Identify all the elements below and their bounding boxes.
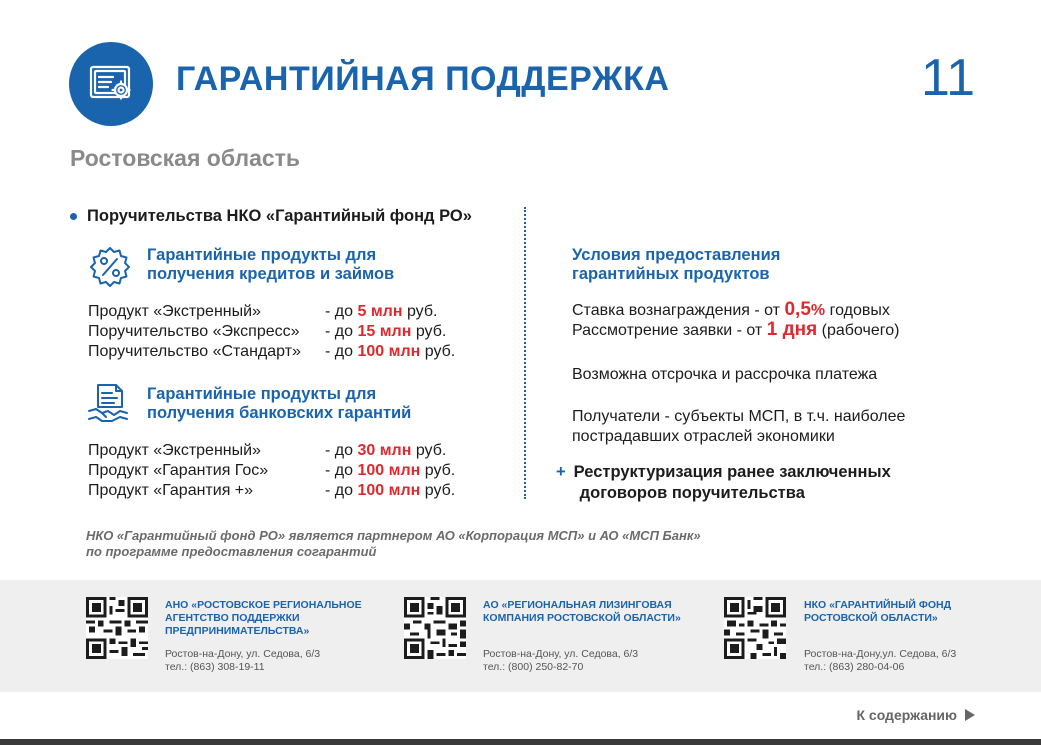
bullet-dot <box>70 213 77 220</box>
page-title: ГАРАНТИЙНАЯ ПОДДЕРЖКА <box>176 60 670 98</box>
toc-link-label[interactable]: К содержанию <box>856 707 957 723</box>
partner-note: НКО «Гарантийный фонд РО» является партнером АО «Корпорация МСП» и АО «МСП Банк» по программе предоставления согарантий <box>86 528 701 559</box>
list-item: Поручительство «Стандарт» - до 100 млн руб. <box>88 343 456 360</box>
column-divider <box>524 207 526 499</box>
list-item: Продукт «Гарантия Гос» - до 100 млн руб. <box>88 462 456 479</box>
header-badge <box>69 42 153 126</box>
guarantee-fund-bullet <box>70 207 472 226</box>
qr-code-icon[interactable] <box>724 597 786 659</box>
fee-value: 0,5 <box>784 299 811 320</box>
org-contacts: Ростов-на-Дону, ул. Седова, 6/3 тел.: (863) 308-19-11 <box>165 648 321 673</box>
handshake-document-icon <box>86 381 130 425</box>
page-number: 11 <box>921 49 975 107</box>
section-guarantees-title: Гарантийные продукты для получения банковских гарантий <box>147 385 412 422</box>
qr-code-icon[interactable] <box>404 597 466 659</box>
percent-badge-icon <box>88 245 132 289</box>
list-item: Поручительство «Экспресс» - до 15 млн руб. <box>88 323 447 340</box>
certificate-gear-icon <box>85 58 137 110</box>
region-title: Ростовская область <box>70 145 301 171</box>
restructuring-item: + Реструктуризация ранее заключенных договоров поручительства <box>556 463 891 502</box>
guarantee-products-list <box>88 441 455 501</box>
org-contacts: Ростов-на-Дону, ул. Седова, 6/3 тел.: (800) 250-82-70 <box>483 648 639 673</box>
list-item: Продукт «Гарантия +» - до 100 млн руб. <box>88 482 456 499</box>
recipients-text: Получатели - субъекты МСП, в т.ч. наиболее пострадавших отраслей экономики <box>572 408 906 445</box>
org-contacts: Ростов-на-Дону,ул. Седова, 6/3 тел.: (863) 280-04-06 <box>804 648 957 673</box>
play-arrow-icon[interactable] <box>965 709 975 721</box>
conditions-title: Условия предоставления гарантийных продуктов <box>572 246 781 283</box>
plus-icon: + <box>556 463 566 481</box>
credit-products-list <box>88 302 455 362</box>
org-name: АО «РЕГИОНАЛЬНАЯ ЛИЗИНГОВАЯ КОМПАНИЯ РОСТОВСКОЙ ОБЛАСТИ» <box>483 599 681 624</box>
bottom-bar <box>0 739 1041 745</box>
review-line: Рассмотрение заявки - от 1 дня (рабочего) <box>572 319 900 340</box>
footer-contacts <box>0 580 1041 692</box>
list-item: Продукт «Экстренный» - до 30 млн руб. <box>88 442 447 459</box>
toc-link[interactable] <box>856 707 975 723</box>
deferral-text: Возможна отсрочка и рассрочка платежа <box>572 366 878 383</box>
org-name: НКО «ГАРАНТИЙНЫЙ ФОНД РОСТОВСКОЙ ОБЛАСТИ» <box>804 599 952 624</box>
bullet-text: Поручительства НКО «Гарантийный фонд РО» <box>87 207 472 225</box>
fee-line: Ставка вознаграждения - от 0,5% годовых <box>572 299 890 320</box>
qr-code-icon[interactable] <box>86 597 148 659</box>
list-item: Продукт «Экстренный» - до 5 млн руб. <box>88 303 438 320</box>
org-name: АНО «РОСТОВСКОЕ РЕГИОНАЛЬНОЕ АГЕНТСТВО ПОДДЕРЖКИ ПРЕДПРИНИМАТЕЛЬСТВА» <box>165 599 362 637</box>
review-value: 1 дня <box>766 319 818 340</box>
section-credits-title: Гарантийные продукты для получения кредитов и займов <box>147 246 395 283</box>
